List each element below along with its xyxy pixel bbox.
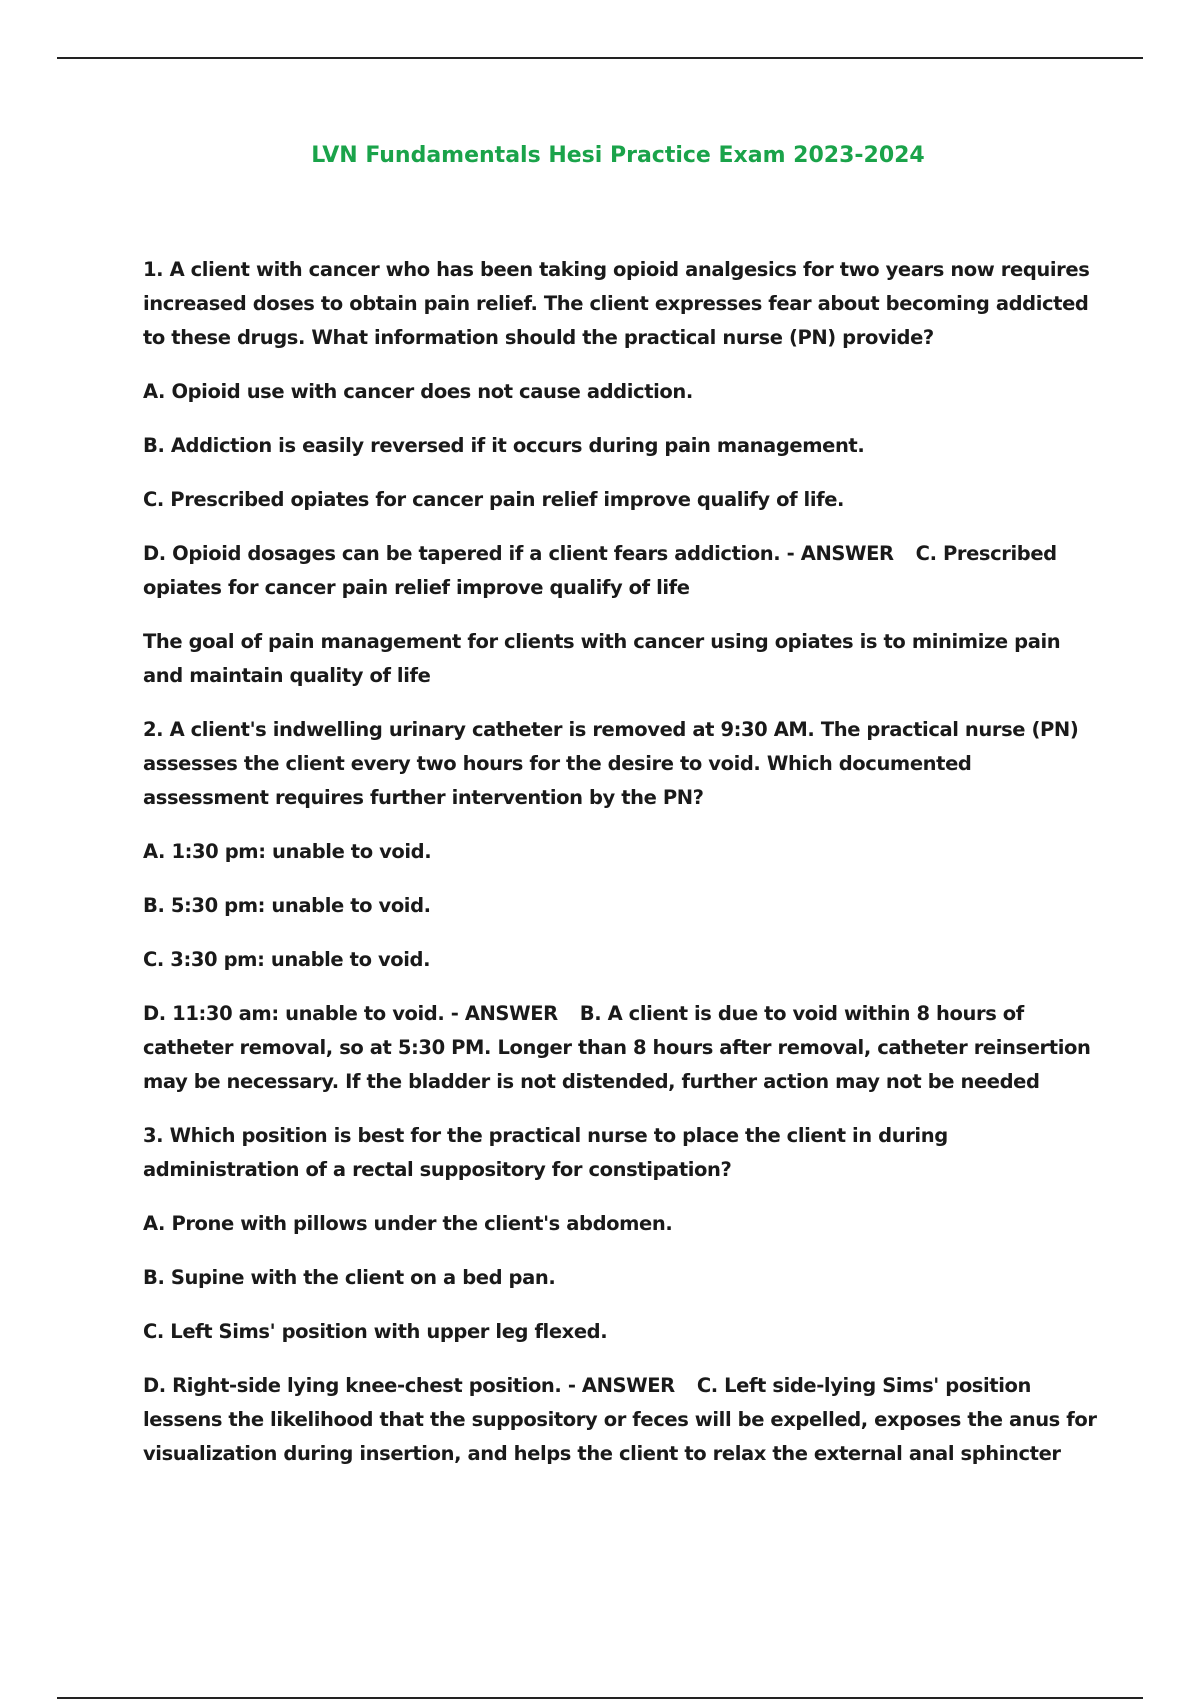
- question-3-option-b: B. Supine with the client on a bed pan.: [143, 1266, 556, 1289]
- top-rule: [57, 57, 1143, 59]
- question-list: [143, 253, 1103, 1471]
- question-3-option-a: A. Prone with pillows under the client's abdomen.: [143, 1212, 673, 1235]
- question-1-option-b: B. Addiction is easily reversed if it occurs during pain management.: [143, 434, 865, 457]
- question-2-answer: B. A client is due to void within 8 hours of catheter removal, so at 5:30 PM. Longer than 8 hours after removal, catheter reinsertion may be necessary. If the bladder is not distended, further action may not be needed: [143, 1002, 1091, 1093]
- question-1-stem: 1. A client with cancer who has been taking opioid analgesics for two years now requires increased doses to obtain pain relief. The client expresses fear about becoming addicted to these drugs. What information should the practical nurse (PN) provide?: [143, 258, 1090, 349]
- question-3-option-d: D. Right-side lying knee-chest position. - ANSWER: [143, 1374, 675, 1397]
- question-2-option-a: A. 1:30 pm: unable to void.: [143, 840, 432, 863]
- question-3-answer: C. Left side-lying Sims' position lessens the likelihood that the suppository or feces will be expelled, exposes the anus for visualization during insertion, and helps the client to relax the external anal sphincter: [143, 1374, 1097, 1465]
- bottom-rule: [57, 1697, 1143, 1699]
- question-2-option-d-answer: [143, 997, 1103, 1099]
- question-2-stem: 2. A client's indwelling urinary catheter is removed at 9:30 AM. The practical nurse (PN) assesses the client every two hours for the desire to void. Which documented assessment requires further intervention by the PN?: [143, 718, 1079, 809]
- question-3-stem: 3. Which position is best for the practical nurse to place the client in during administration of a rectal suppository for constipation?: [143, 1124, 948, 1181]
- question-1-option-c: C. Prescribed opiates for cancer pain relief improve qualify of life.: [143, 488, 845, 511]
- question-3-option-d-answer: [143, 1369, 1103, 1471]
- question-2-option-d: D. 11:30 am: unable to void. - ANSWER: [143, 1002, 558, 1025]
- question-3-option-c: C. Left Sims' position with upper leg flexed.: [143, 1320, 608, 1343]
- question-1-rationale: The goal of pain management for clients with cancer using opiates is to minimize pain and maintain quality of life: [143, 630, 1061, 687]
- question-2-option-b: B. 5:30 pm: unable to void.: [143, 894, 431, 917]
- question-1-option-d: D. Opioid dosages can be tapered if a client fears addiction. - ANSWER: [143, 542, 894, 565]
- question-2-option-c: C. 3:30 pm: unable to void.: [143, 948, 431, 971]
- question-1-option-d-answer: [143, 537, 1103, 605]
- page-title: LVN Fundamentals Hesi Practice Exam 2023-2024: [311, 143, 925, 168]
- question-1-option-a: A. Opioid use with cancer does not cause addiction.: [143, 380, 693, 403]
- question-1-answer: C. Prescribed opiates for cancer pain relief improve qualify of life: [143, 542, 1057, 599]
